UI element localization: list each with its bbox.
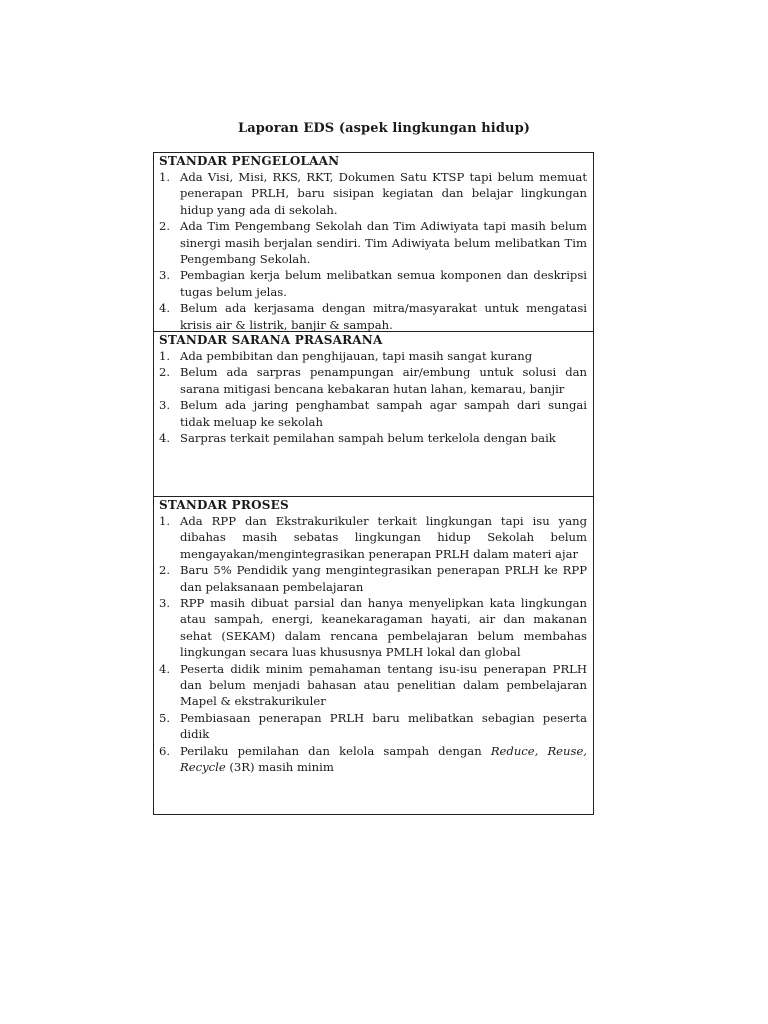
item-text: Baru 5% Pendidik yang mengintegrasikan penerapan PRLH ke RPP dan pelaksanaan pembelajaran [180,563,587,594]
item-number: 2. [159,219,171,234]
list-item [159,562,587,595]
list-item [159,218,587,267]
list-item [159,300,587,333]
item-text: Peserta didik minim pemahaman tentang isu-isu penerapan PRLH dan belum menjadi bahasan atau penelitian dalam pembelajaran Mapel & ekstrakurikuler [180,661,587,709]
item-text: Pembiasaan penerapan PRLH baru melibatkan sebagian peserta didik [180,710,587,742]
list-item [159,595,587,661]
item-number: 1. [159,170,171,184]
list-item [159,364,587,397]
report-table [153,152,594,815]
item-text: Pembagian kerja belum melibatkan semua komponen dan deskripsi tugas belum jelas. [180,268,587,299]
item-number: 1. [159,514,171,528]
list-item [159,169,587,218]
item-number: 3. [159,596,171,611]
item-text-italic: Reduce, Reuse, Recycle [180,743,587,775]
list-item [159,661,587,710]
list-item [159,397,587,430]
item-number: 1. [159,349,171,363]
list-item [159,743,587,776]
section-standar-pengelolaan [154,153,593,331]
item-text: Belum ada jaring penghambat sampah agar sampah dari sungai tidak meluap ke sekolah [180,398,587,429]
list-item [159,267,587,300]
section-heading: STANDAR PROSES [159,498,289,512]
section-standar-proses [154,496,593,814]
item-number: 4. [159,431,171,446]
item-text: RPP masih dibuat parsial dan hanya menyelipkan kata lingkungan atau sampah, energi, keanekaragaman hayati, air dan makanan sehat (SEKAM) dalam rencana pembelajaran belum membahas lingkungan secara luas khususnya PMLH lokal dan global [180,596,587,660]
item-number: 5. [159,710,171,725]
item-text: Ada RPP dan Ekstrakurikuler terkait lingkungan tapi isu yang dibahas masih sebatas lingkungan hidup Sekolah belum mengayakan/mengintegrasikan penerapan PRLH dalam materi ajar [180,514,587,561]
section-heading: STANDAR PENGELOLAAN [159,154,340,168]
item-number: 3. [159,398,171,413]
item-number: 6. [159,743,171,758]
list-item [159,710,587,743]
item-text: Sarpras terkait pemilahan sampah belum terkelola dengan baik [180,431,556,446]
section-heading: STANDAR SARANA PRASARANA [159,333,383,347]
item-number: 2. [159,365,171,380]
item-text: Ada Visi, Misi, RKS, RKT, Dokumen Satu KTSP tapi belum memuat penerapan PRLH, baru sisipan kegiatan dan belajar lingkungan hidup yang ada di sekolah. [180,170,587,217]
item-text-part: Perilaku pemilahan dan kelola sampah dengan [180,743,491,758]
section-standar-sarana-prasarana [154,331,593,496]
list-item [159,348,587,364]
item-text-part: (3R) masih minim [225,760,334,775]
item-text: Ada pembibitan dan penghijauan, tapi masih sangat kurang [180,349,533,363]
item-text: Belum ada kerjasama dengan mitra/masyarakat untuk mengatasi krisis air & listrik, banjir & sampah. [180,301,587,332]
document-title: Laporan EDS (aspek lingkungan hidup) [237,121,531,136]
item-number: 3. [159,268,171,283]
list-item [159,513,587,562]
item-text [180,743,587,776]
item-number: 2. [159,563,171,578]
item-number: 4. [159,661,171,676]
item-text: Belum ada sarpras penampungan air/embung untuk solusi dan sarana mitigasi bencana kebakaran hutan lahan, kemarau, banjir [180,365,587,396]
list-item [159,430,587,446]
item-number: 4. [159,301,171,316]
item-text: Ada Tim Pengembang Sekolah dan Tim Adiwiyata tapi masih belum sinergi masih berjalan sendiri. Tim Adiwiyata belum melibatkan Tim Pengembang Sekolah. [180,219,587,267]
